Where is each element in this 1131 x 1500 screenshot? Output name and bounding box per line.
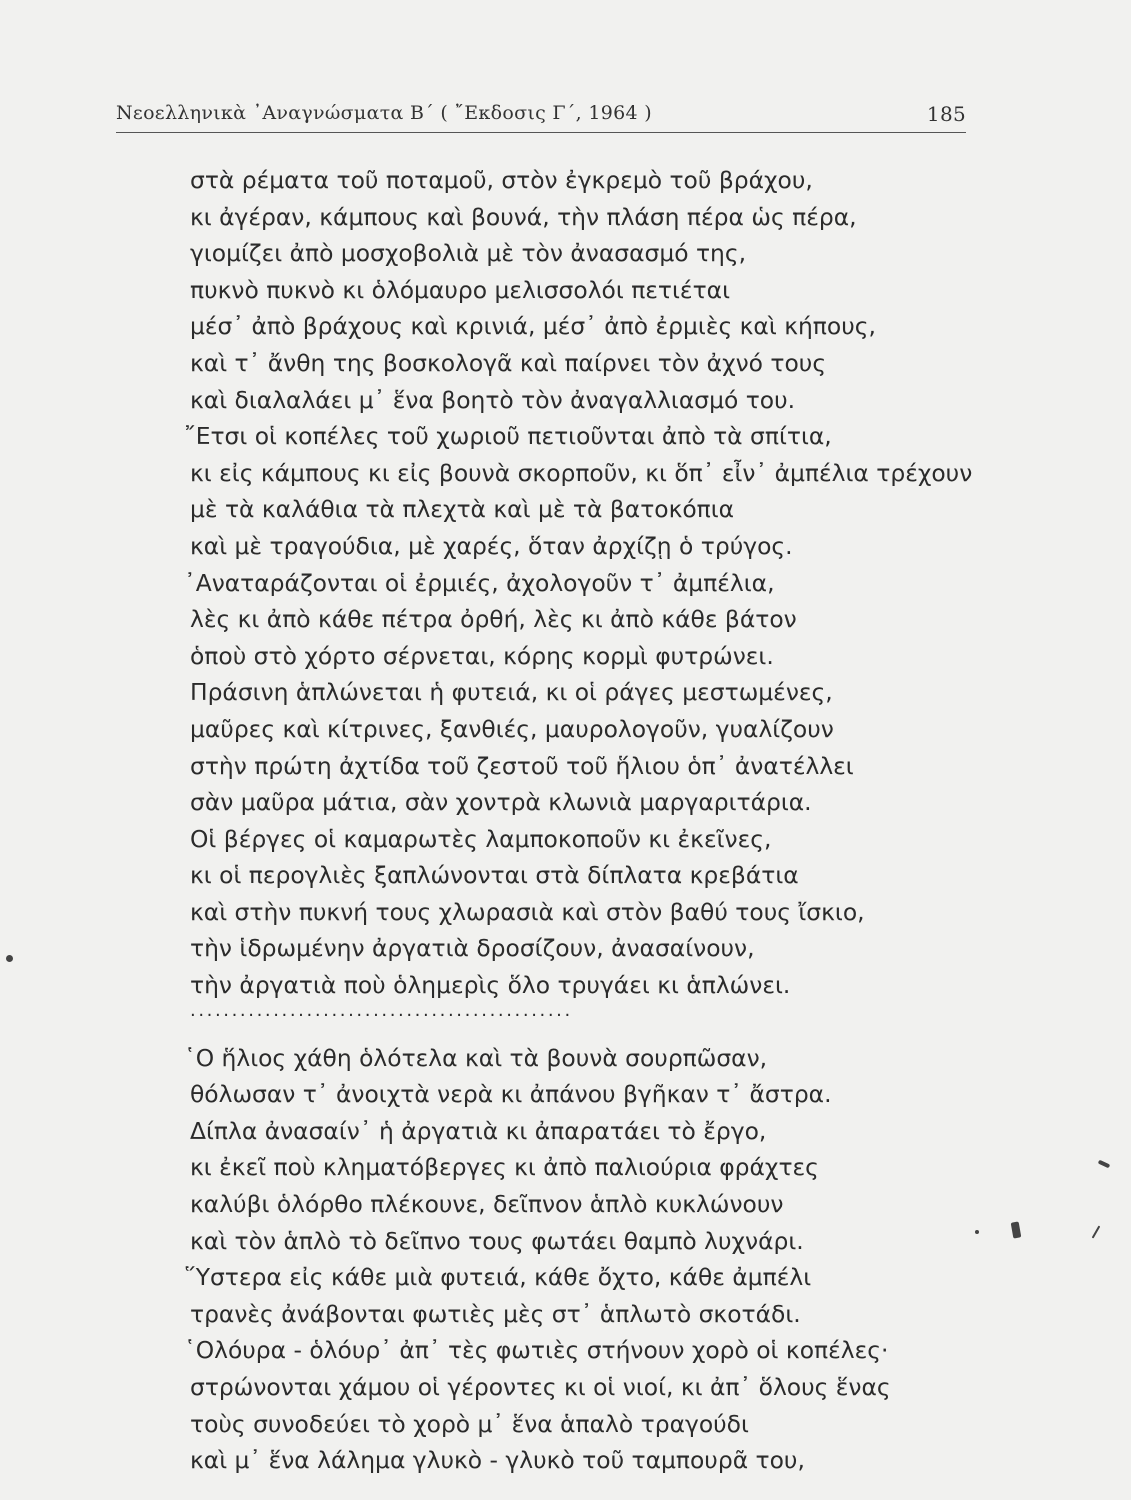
poem-line: τὴν ἀργατιὰ ποὺ ὁλημερὶς ὅλο τρυγάει κι ἁπλώνει. xyxy=(190,971,791,1000)
poem-line: μαῦρες καὶ κίτρινες, ξανθιές, μαυρολογοῦν, γυαλίζουν xyxy=(190,714,834,743)
poem-line: σὰν μαῦρα μάτια, σὰν χοντρὰ κλωνιὰ μαργαριτάρια. xyxy=(190,788,812,817)
running-header xyxy=(116,94,966,134)
poem-line: μὲ τὰ καλάθια τὰ πλεχτὰ καὶ μὲ τὰ βατοκόπια xyxy=(190,495,735,524)
poem-line: κι εἰς κάμπους κι εἰς βουνὰ σκορποῦν, κι ὅπ᾿ εἶν᾿ ἀμπέλια τρέχουν xyxy=(190,458,973,487)
scan-speck xyxy=(6,955,13,962)
page-number: 185 xyxy=(926,102,966,126)
poem-line: Πράσινη ἁπλώνεται ἡ φυτειά, κι οἱ ράγες μεστωμένες, xyxy=(190,678,833,707)
poem-line: στὰ ρέματα τοῦ ποταμοῦ, στὸν ἐγκρεμὸ τοῦ βράχου, xyxy=(190,166,813,194)
poem-line: καὶ τ᾿ ἄνθη της βοσκολογᾶ καὶ παίρνει τὸν ἀχνό τους xyxy=(190,348,827,377)
poem-line: πυκνὸ πυκνὸ κι ὁλόμαυρο μελισσολόι πετιέται xyxy=(190,275,730,304)
poem-line: καὶ διαλαλάει μ᾿ ἕνα βοητὸ τὸν ἀναγαλλιασμό του. xyxy=(190,385,796,414)
poem-line: τρανὲς ἀνάβονται φωτιὲς μὲς στ᾿ ἁπλωτὸ σκοτάδι. xyxy=(190,1299,801,1328)
poem-line: Δίπλα ἀνασαίν᾿ ἡ ἀργατιὰ κι ἀπαρατάει τὸ ἔργο, xyxy=(190,1116,767,1145)
poem-line: στρώνονται χάμου οἱ γέροντες κι οἱ νιοί, κι ἀπ᾿ ὅλους ἕνας xyxy=(190,1373,891,1401)
scan-speck xyxy=(1098,1160,1111,1169)
poem-line: μέσ᾿ ἀπὸ βράχους καὶ κρινιά, μέσ᾿ ἀπὸ ἐρμιὲς καὶ κήπους, xyxy=(190,312,876,341)
poem-line: θόλωσαν τ᾿ ἀνοιχτὰ νερὰ κι ἀπάνου βγῆκαν τ᾿ ἄστρα. xyxy=(190,1080,832,1109)
poem-line: καὶ στὴν πυκνή τους χλωρασιὰ καὶ στὸν βαθύ τους ἴσκιο, xyxy=(190,897,865,926)
poem-line: στὴν πρώτη ἀχτίδα τοῦ ζεστοῦ τοῦ ἥλιου ὁπ᾿ ἀνατέλλει xyxy=(190,751,854,780)
poem-line: τοὺς συνοδεύει τὸ χορὸ μ᾿ ἕνα ἁπαλὸ τραγούδι xyxy=(190,1409,749,1438)
poem-line: ὁποὺ στὸ χόρτο σέρνεται, κόρης κορμὶ φυτρώνει. xyxy=(190,641,774,670)
poem-line: κι οἱ περογλιὲς ξαπλώνονται στὰ δίπλατα κρεβάτια xyxy=(190,861,799,890)
poem-line: Οἱ βέργες οἱ καμαρωτὲς λαμποκοποῦν κι ἐκεῖνες, xyxy=(190,824,772,853)
poem-line: κι ἐκεῖ ποὺ κληματόβεργες κι ἀπὸ παλιούρια φράχτες xyxy=(190,1153,819,1182)
running-title: Νεοελληνικὰ ᾿Αναγνώσματα Β΄ ( ῎Εκδοσις Γ΄, 1964 ) xyxy=(116,102,652,124)
scan-speck xyxy=(1011,1221,1022,1238)
scan-speck xyxy=(1092,1225,1101,1238)
poem-line: καὶ τὸν ἁπλὸ τὸ δεῖπνο τους φωτάει θαμπὸ λυχνάρι. xyxy=(190,1226,804,1255)
poem-line: γιομίζει ἀπὸ μοσχοβολιὰ μὲ τὸν ἀνασασμό της, xyxy=(190,239,747,268)
ellipsis-divider: .............................................. xyxy=(190,999,573,1021)
header-rule xyxy=(116,132,966,133)
poem-line: καὶ μὲ τραγούδια, μὲ χαρές, ὅταν ἀρχίζῃ ὁ τρύγος. xyxy=(190,531,793,560)
poem-line: ᾿Αναταράζονται οἱ ἐρμιές, ἀχολογοῦν τ᾿ ἀμπέλια, xyxy=(184,568,775,597)
poem-line: ῾Ο ἥλιος χάθη ὁλότελα καὶ τὰ βουνὰ σουρπῶσαν, xyxy=(184,1043,768,1072)
poem-text xyxy=(184,162,990,1479)
poem-line: κι ἀγέραν, κάμπους καὶ βουνά, τὴν πλάση πέρα ὡς πέρα, xyxy=(190,202,857,231)
poem-line: καλύβι ὁλόρθο πλέκουνε, δεῖπνον ἁπλὸ κυκλώνουν xyxy=(190,1190,784,1219)
poem-line: τὴν ἱδρωμένην ἀργατιὰ δροσίζουν, ἀνασαίνουν, xyxy=(190,934,755,963)
poem-line: λὲς κι ἀπὸ κάθε πέτρα ὀρθή, λὲς κι ἀπὸ κάθε βάτον xyxy=(190,605,797,634)
poem-line: ῎Ετσι οἱ κοπέλες τοῦ χωριοῦ πετιοῦνται ἀπὸ τὰ σπίτια, xyxy=(184,422,832,451)
poem-line: καὶ μ᾿ ἕνα λάλημα γλυκὸ - γλυκὸ τοῦ ταμπουρᾶ του, xyxy=(190,1446,805,1475)
poem-line: ῞Υστερα εἰς κάθε μιὰ φυτειά, κάθε ὄχτο, κάθε ἀμπέλι xyxy=(184,1263,812,1292)
scan-speck xyxy=(975,1230,979,1234)
poem-line: ῾Ολόυρα - ὁλόυρ᾿ ἀπ᾿ τὲς φωτιὲς στήνουν χορὸ οἱ κοπέλες· xyxy=(184,1336,889,1365)
